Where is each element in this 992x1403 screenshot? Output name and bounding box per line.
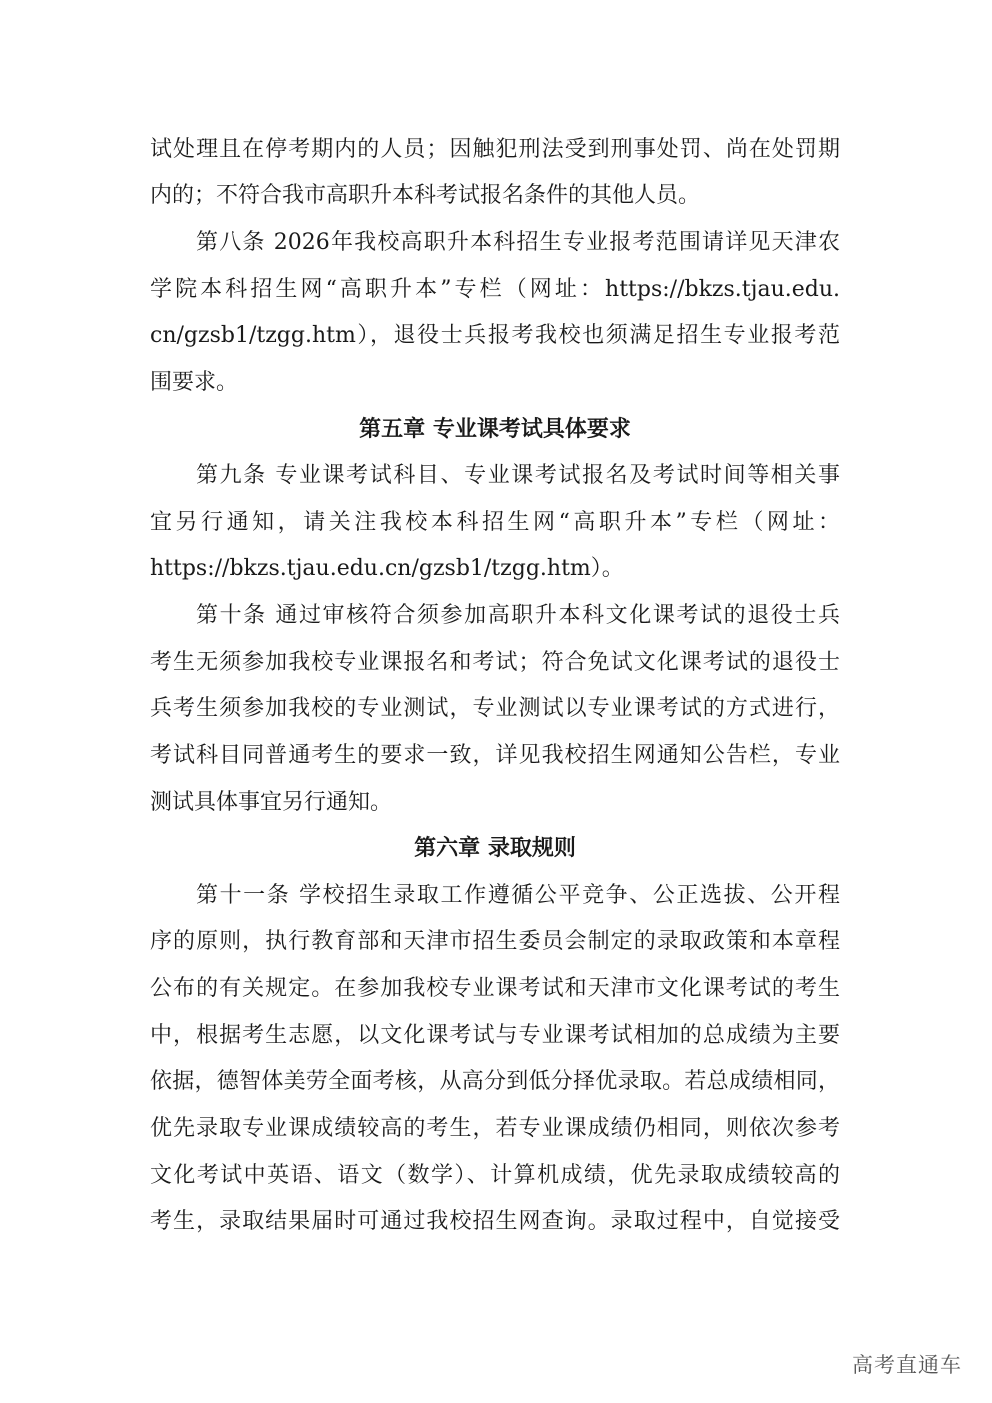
watermark-text: 高考直通车 [852,1353,962,1377]
body-line: 文化考试中英语、语文（数学）、计算机成绩，优先录取成绩较高的 [150,1163,840,1188]
chapter-6-heading: 第六章 录取规则 [414,836,576,861]
body-line: 学院本科招生网“高职升本”专栏（网址：https://bkzs.tjau.edu. [150,277,840,302]
body-line: 依据，德智体美劳全面考核，从高分到低分择优录取。若总成绩相同， [150,1069,840,1094]
article-8-line: 第八条 2026年我校高职升本科招生专业报考范围请详见天津农 [196,230,840,255]
body-line: 中，根据考生志愿，以文化课考试与专业课考试相加的总成绩为主要 [150,1023,840,1048]
body-line: cn/gzsb1/tzgg.htm），退役士兵报考我校也须满足招生专业报考范 [150,323,840,348]
body-line: 序的原则，执行教育部和天津市招生委员会制定的录取政策和本章程 [150,929,840,954]
body-line: 考生无须参加我校专业课报名和考试；符合免试文化课考试的退役士 [150,650,840,675]
body-line: 考试科目同普通考生的要求一致，详见我校招生网通知公告栏，专业 [150,743,840,768]
body-line: https://bkzs.tjau.edu.cn/gzsb1/tzgg.htm）。 [150,556,624,581]
chapter-5-heading: 第五章 专业课考试具体要求 [359,417,631,442]
article-11-line: 第十一条 学校招生录取工作遵循公平竞争、公正选拔、公开程 [196,883,840,908]
body-line: 宜另行通知，请关注我校本科招生网“高职升本”专栏（网址： [150,510,840,535]
body-line: 兵考生须参加我校的专业测试，专业测试以专业课考试的方式进行， [150,696,840,721]
body-line: 围要求。 [150,370,239,395]
body-line: 公布的有关规定。在参加我校专业课考试和天津市文化课考试的考生 [150,976,840,1001]
body-line: 测试具体事宜另行通知。 [150,790,393,815]
body-line: 考生，录取结果届时可通过我校招生网查询。录取过程中，自觉接受 [150,1209,840,1234]
body-line: 优先录取专业课成绩较高的考生，若专业课成绩仍相同，则依次参考 [150,1116,840,1141]
article-10-line: 第十条 通过审核符合须参加高职升本科文化课考试的退役士兵 [196,603,840,628]
body-line: 内的；不符合我市高职升本科考试报名条件的其他人员。 [150,183,701,208]
body-line: 试处理且在停考期内的人员；因触犯刑法受到刑事处罚、尚在处罚期 [150,137,840,162]
article-9-line: 第九条 专业课考试科目、专业课考试报名及考试时间等相关事 [196,463,840,488]
